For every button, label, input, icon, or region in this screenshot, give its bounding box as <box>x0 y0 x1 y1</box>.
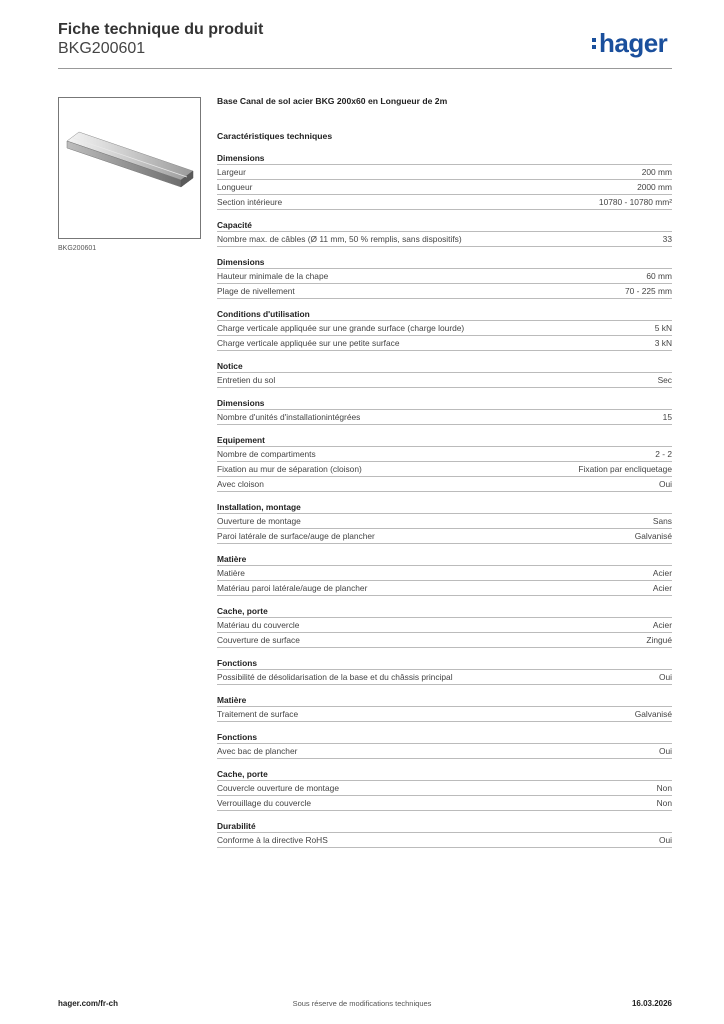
spec-value: 10780 - 10780 mm² <box>598 197 672 207</box>
spec-label: Nombre max. de câbles (Ø 11 mm, 50 % remplis, sans dispositifs) <box>217 234 462 244</box>
spec-group-title: Matière <box>217 553 672 566</box>
spec-value: 200 mm <box>641 167 672 177</box>
spec-value: Oui <box>658 835 672 845</box>
footer-url[interactable]: hager.com/fr-ch <box>58 999 119 1008</box>
hager-logo <box>592 30 667 56</box>
spec-label: Avec bac de plancher <box>217 746 298 756</box>
spec-label: Couvercle ouverture de montage <box>217 783 339 793</box>
spec-value: 2 - 2 <box>655 449 672 459</box>
spec-label: Entretien du sol <box>217 375 276 385</box>
image-caption: BKG200601 <box>58 245 97 252</box>
spec-group <box>217 605 672 648</box>
spec-row <box>217 165 672 180</box>
logo-text: hager <box>599 28 668 58</box>
spec-row <box>217 336 672 351</box>
spec-value: 5 kN <box>654 323 672 333</box>
spec-value: 33 <box>662 234 672 244</box>
footer-date: 16.03.2026 <box>631 999 672 1008</box>
spec-value: Oui <box>658 672 672 682</box>
spec-row <box>217 833 672 848</box>
spec-group <box>217 434 672 492</box>
spec-value: Fixation par encliquetage <box>578 464 672 474</box>
spec-group-title: Matière <box>217 694 672 707</box>
spec-row <box>217 269 672 284</box>
product-image-frame <box>58 97 201 239</box>
spec-group-title: Dimensions <box>217 152 672 165</box>
spec-value: Non <box>656 783 672 793</box>
footer-note: Sous réserve de modifications techniques <box>292 999 432 1008</box>
spec-row <box>217 195 672 210</box>
spec-value: Galvanisé <box>634 709 672 719</box>
spec-label: Largeur <box>217 167 246 177</box>
spec-group-title: Cache, porte <box>217 768 672 781</box>
spec-group <box>217 731 672 759</box>
spec-label: Paroi latérale de surface/auge de plancher <box>217 531 375 541</box>
spec-group <box>217 256 672 299</box>
product-title: Base Canal de sol acier BKG 200x60 en Longueur de 2m <box>217 96 448 106</box>
spec-label: Ouverture de montage <box>217 516 301 526</box>
spec-group-title: Durabilité <box>217 820 672 833</box>
specifications-panel <box>217 94 672 848</box>
spec-group-title: Fonctions <box>217 731 672 744</box>
spec-label: Matière <box>217 568 245 578</box>
spec-value: Zingué <box>646 635 672 645</box>
header-divider <box>58 68 672 69</box>
spec-group <box>217 308 672 351</box>
spec-label: Nombre de compartiments <box>217 449 316 459</box>
spec-label: Nombre d'unités d'installationintégrées <box>217 412 361 422</box>
spec-group-title: Capacité <box>217 219 672 232</box>
spec-group <box>217 219 672 247</box>
spec-row <box>217 796 672 811</box>
spec-group <box>217 553 672 596</box>
spec-value: Non <box>656 798 672 808</box>
spec-value: 70 - 225 mm <box>624 286 672 296</box>
spec-row <box>217 462 672 477</box>
spec-group <box>217 768 672 811</box>
spec-label: Longueur <box>217 182 253 192</box>
spec-value: 60 mm <box>646 271 672 281</box>
spec-group-title: Conditions d'utilisation <box>217 308 672 321</box>
spec-value: Sans <box>652 516 672 526</box>
spec-label: Verrouillage du couvercle <box>217 798 312 808</box>
spec-row <box>217 566 672 581</box>
spec-row <box>217 707 672 722</box>
spec-group-title: Dimensions <box>217 256 672 269</box>
spec-row <box>217 670 672 685</box>
spec-row <box>217 781 672 796</box>
spec-row <box>217 410 672 425</box>
spec-group <box>217 360 672 388</box>
spec-group <box>217 152 672 210</box>
spec-value: 3 kN <box>654 338 672 348</box>
spec-value: Acier <box>652 583 672 593</box>
spec-row <box>217 744 672 759</box>
spec-group-title: Fonctions <box>217 657 672 670</box>
spec-value: Sec <box>657 375 672 385</box>
spec-group-title: Dimensions <box>217 397 672 410</box>
spec-label: Hauteur minimale de la chape <box>217 271 329 281</box>
spec-row <box>217 581 672 596</box>
spec-label: Couverture de surface <box>217 635 300 645</box>
spec-groups <box>217 152 672 848</box>
spec-group <box>217 397 672 425</box>
spec-label: Section intérieure <box>217 197 283 207</box>
floor-duct-base-image <box>59 98 200 238</box>
spec-label: Matériau du couvercle <box>217 620 300 630</box>
spec-value: Oui <box>658 479 672 489</box>
spec-row <box>217 447 672 462</box>
spec-value: 2000 mm <box>637 182 672 192</box>
spec-group <box>217 694 672 722</box>
spec-label: Charge verticale appliquée sur une petite surface <box>217 338 400 348</box>
spec-row <box>217 321 672 336</box>
spec-group-title: Installation, montage <box>217 501 672 514</box>
logo-dots-icon <box>592 37 597 51</box>
spec-row <box>217 284 672 299</box>
spec-value: 15 <box>662 412 672 422</box>
spec-label: Fixation au mur de séparation (cloison) <box>217 464 362 474</box>
spec-label: Plage de nivellement <box>217 286 295 296</box>
spec-group <box>217 657 672 685</box>
spec-row <box>217 633 672 648</box>
spec-value: Oui <box>658 746 672 756</box>
product-reference: BKG200601 <box>58 40 146 57</box>
spec-label: Conforme à la directive RoHS <box>217 835 328 845</box>
spec-row <box>217 618 672 633</box>
spec-row <box>217 514 672 529</box>
spec-value: Acier <box>652 568 672 578</box>
spec-row <box>217 477 672 492</box>
spec-label: Charge verticale appliquée sur une grande surface (charge lourde) <box>217 323 465 333</box>
spec-group-title: Equipement <box>217 434 672 447</box>
spec-group <box>217 820 672 848</box>
spec-row <box>217 529 672 544</box>
spec-label: Matériau paroi latérale/auge de plancher <box>217 583 368 593</box>
document-title: Fiche technique du produit <box>58 21 264 38</box>
spec-group-title: Notice <box>217 360 672 373</box>
spec-row <box>217 232 672 247</box>
spec-row <box>217 180 672 195</box>
spec-value: Acier <box>652 620 672 630</box>
spec-row <box>217 373 672 388</box>
spec-group-title: Cache, porte <box>217 605 672 618</box>
spec-label: Possibilité de désolidarisation de la base et du châssis principal <box>217 672 453 682</box>
spec-value: Galvanisé <box>634 531 672 541</box>
spec-label: Avec cloison <box>217 479 264 489</box>
spec-label: Traitement de surface <box>217 709 299 719</box>
spec-group <box>217 501 672 544</box>
section-title: Caractéristiques techniques <box>217 131 333 141</box>
